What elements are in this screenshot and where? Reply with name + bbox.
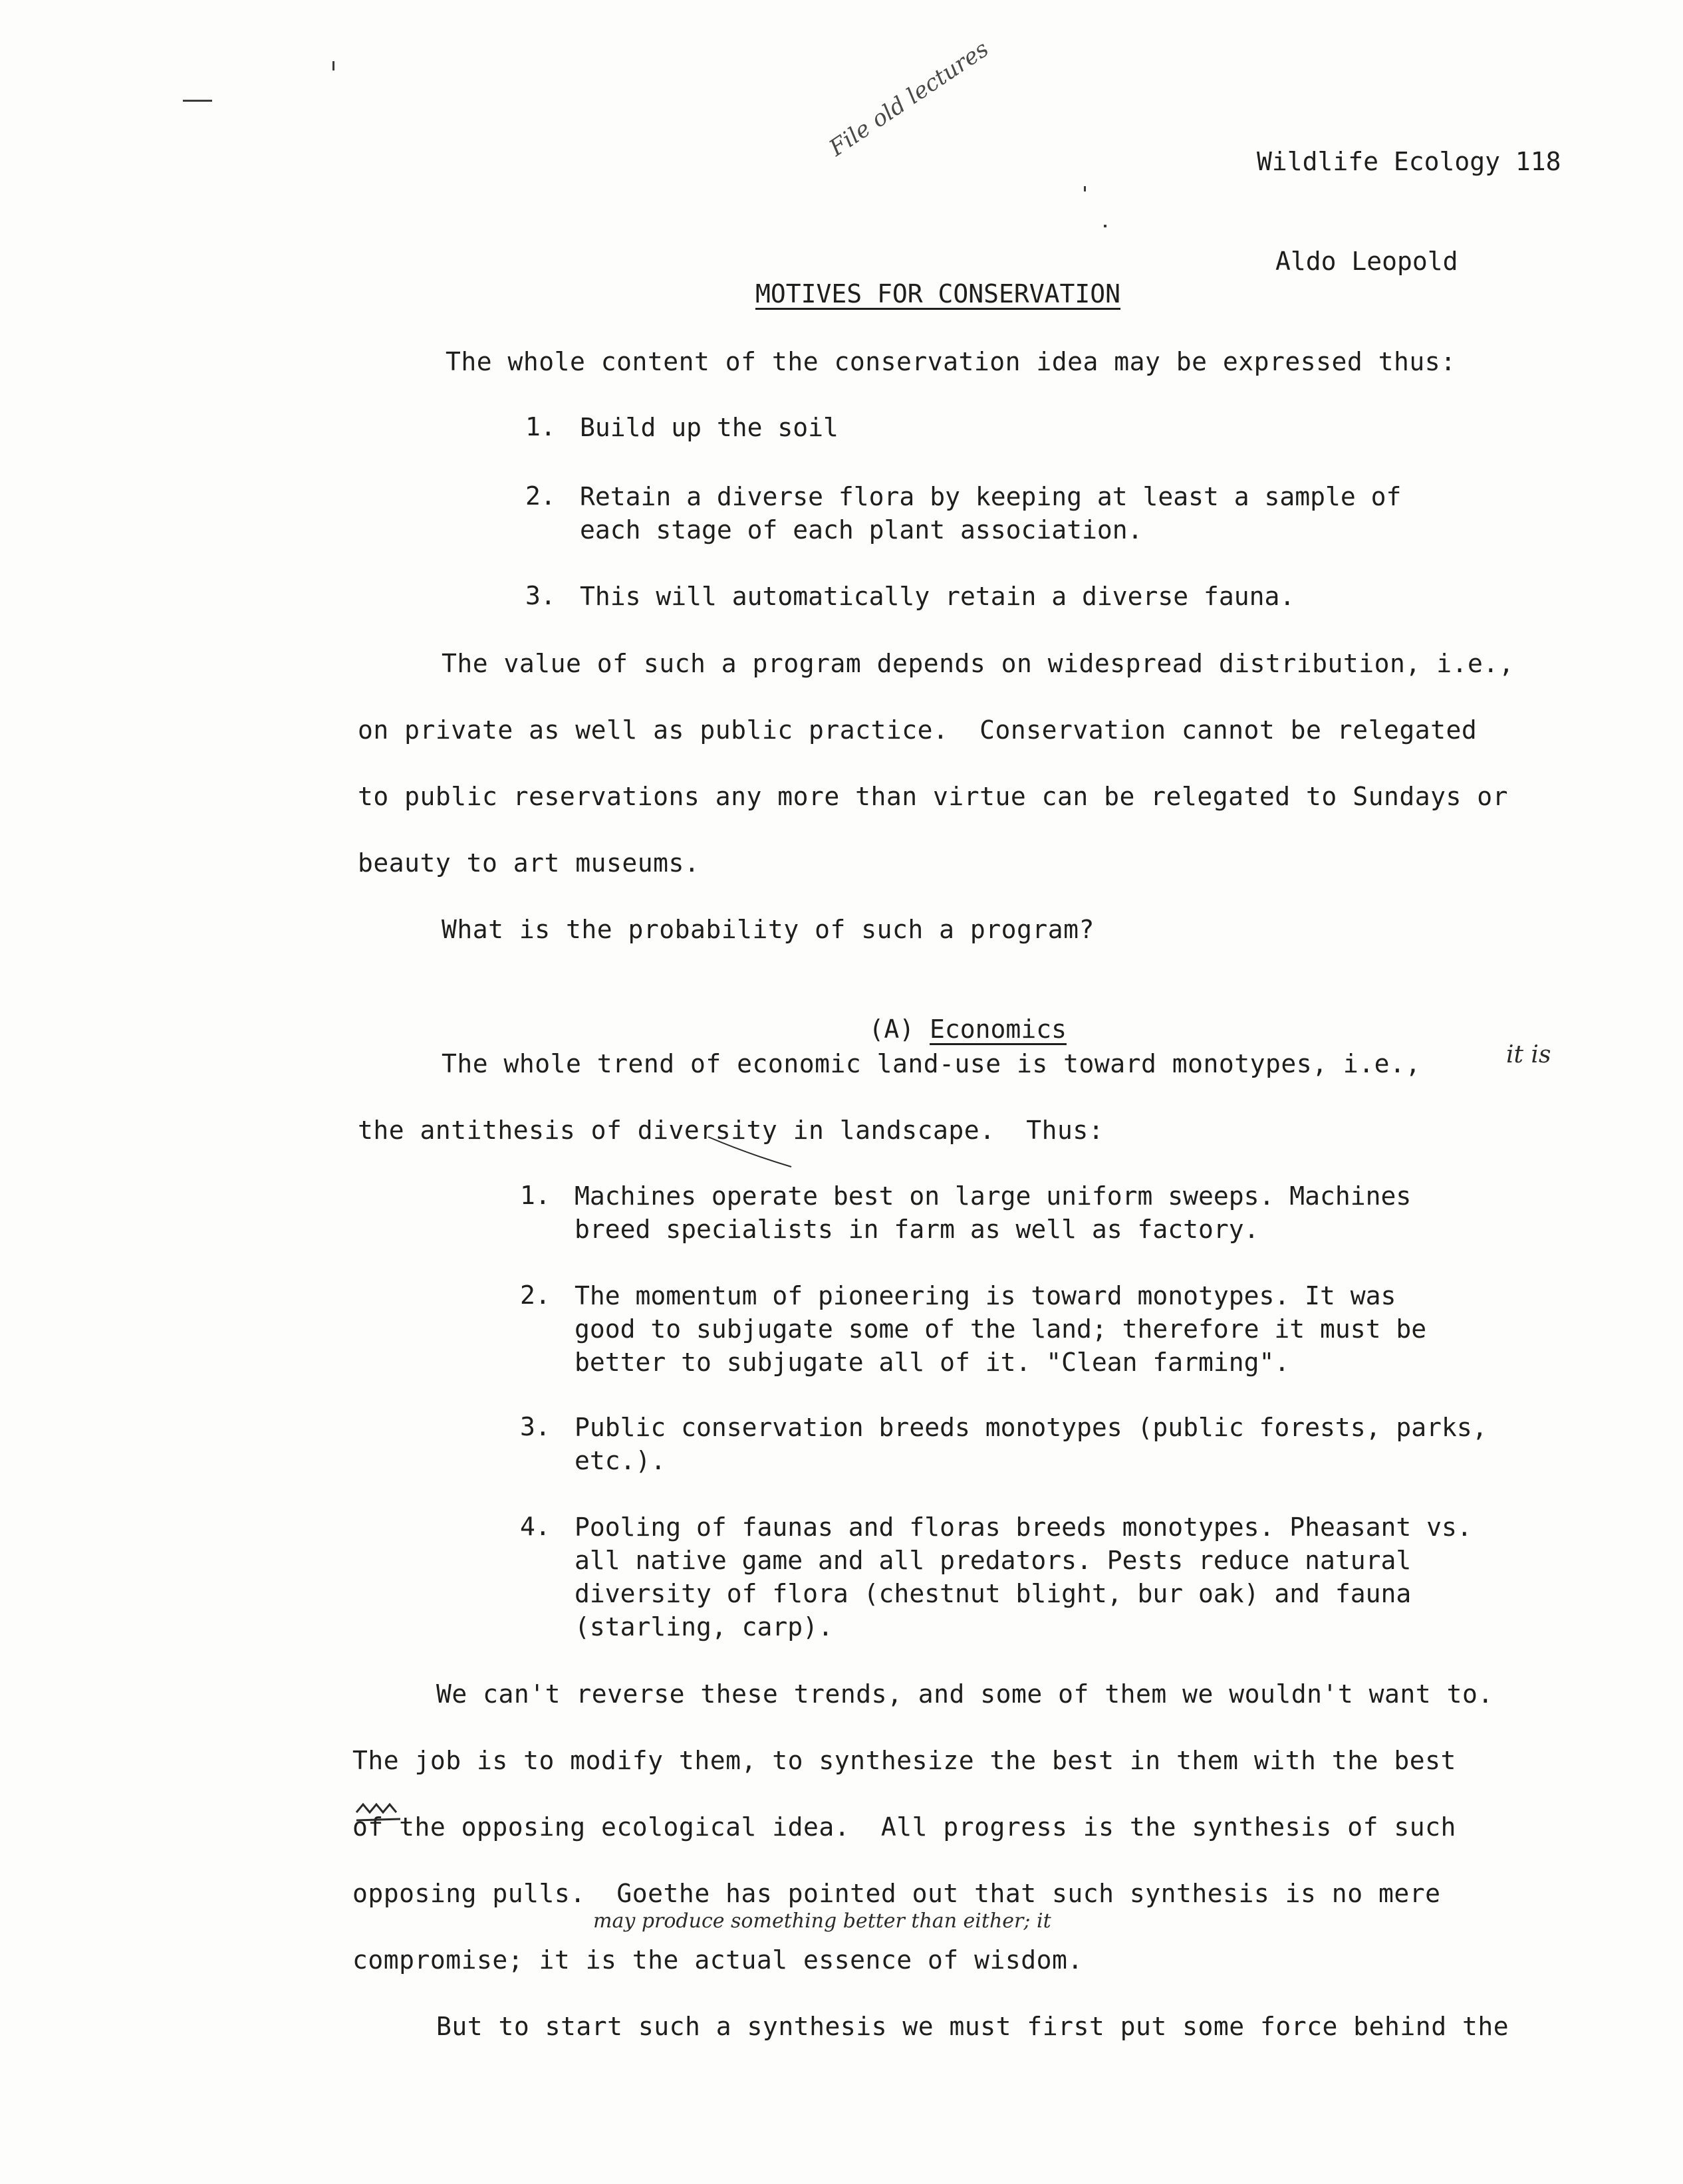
paragraph-line: The job is to modify them, to synthesize the best in them with the best bbox=[352, 1746, 1456, 1775]
stray-mark bbox=[332, 61, 334, 70]
handwritten-insert: it is bbox=[1506, 1041, 1551, 1068]
list-number: 3. bbox=[520, 1412, 551, 1441]
list-text: Build up the soil bbox=[580, 413, 839, 442]
section-title: Economics bbox=[930, 1015, 1067, 1044]
paragraph-line: The whole trend of economic land-use is toward monotypes, i.e., bbox=[442, 1049, 1421, 1078]
list-number: 2. bbox=[520, 1280, 551, 1310]
list-text: This will automatically retain a diverse fauna. bbox=[580, 582, 1295, 611]
intro-line: The whole content of the conservation idea may be expressed thus: bbox=[446, 347, 1456, 376]
handwritten-correction-mark bbox=[705, 1130, 798, 1170]
paragraph-line: beauty to art museums. bbox=[358, 848, 700, 878]
handwritten-insert: may produce something better than either; it bbox=[593, 1909, 1051, 1933]
stray-mark bbox=[1104, 225, 1106, 227]
list-text: Pooling of faunas and floras breeds monotypes. Pheasant vs. all native game and all predators. Pests reduce natural diversity of flora (chestnut blight, bur oak) and fauna (starling, carp). bbox=[575, 1513, 1472, 1641]
paragraph-line: compromise; it is the actual essence of wisdom. bbox=[352, 1945, 1083, 1975]
list-text: The momentum of pioneering is toward monotypes. It was good to subjugate some of the land; therefore it must be better to subjugate all of it. "Clean farming". bbox=[575, 1281, 1427, 1377]
course-label: Wildlife Ecology 118 bbox=[1257, 147, 1561, 176]
list-number: 2. bbox=[525, 481, 556, 511]
question-line: What is the probability of such a program? bbox=[442, 915, 1095, 944]
list-text: Machines operate best on large uniform sweeps. Machines breed specialists in farm as well as factory. bbox=[575, 1181, 1412, 1244]
list-text: Public conservation breeds monotypes (public forests, parks, etc.). bbox=[575, 1413, 1488, 1475]
document-title: MOTIVES FOR CONSERVATION bbox=[755, 279, 1121, 308]
paragraph-line: to public reservations any more than virtue can be relegated to Sundays or bbox=[358, 782, 1508, 811]
paragraph-line: opposing pulls. Goethe has pointed out that such synthesis is no mere bbox=[352, 1879, 1441, 1908]
list-number: 1. bbox=[525, 412, 556, 441]
stray-mark bbox=[1084, 186, 1086, 191]
paragraph-line: We can't reverse these trends, and some of them we wouldn't want to. bbox=[436, 1679, 1493, 1709]
paragraph-line: But to start such a synthesis we must first put some force behind the bbox=[436, 2012, 1509, 2041]
handwritten-strike-mark bbox=[354, 1799, 407, 1826]
document-title-wrap bbox=[0, 278, 1683, 310]
stray-mark bbox=[183, 100, 212, 102]
paragraph-line: The value of such a program depends on widespread distribution, i.e., bbox=[442, 649, 1515, 678]
list-number: 3. bbox=[525, 581, 556, 610]
paragraph-line: on private as well as public practice. Conservation cannot be relegated bbox=[358, 715, 1478, 745]
list-number: 4. bbox=[520, 1512, 551, 1541]
handwritten-file-note: File old lectures bbox=[825, 35, 994, 162]
list-text: Retain a diverse flora by keeping at least a sample of each stage of each plant association. bbox=[580, 482, 1402, 545]
paragraph-line: the antithesis of diversity in landscape. Thus: bbox=[358, 1116, 1104, 1145]
list-number: 1. bbox=[520, 1181, 551, 1210]
section-label: (A) bbox=[868, 1015, 915, 1044]
author-name: Aldo Leopold bbox=[1275, 247, 1458, 276]
paragraph-line: of the opposing ecological idea. All progress is the synthesis of such bbox=[352, 1812, 1456, 1842]
